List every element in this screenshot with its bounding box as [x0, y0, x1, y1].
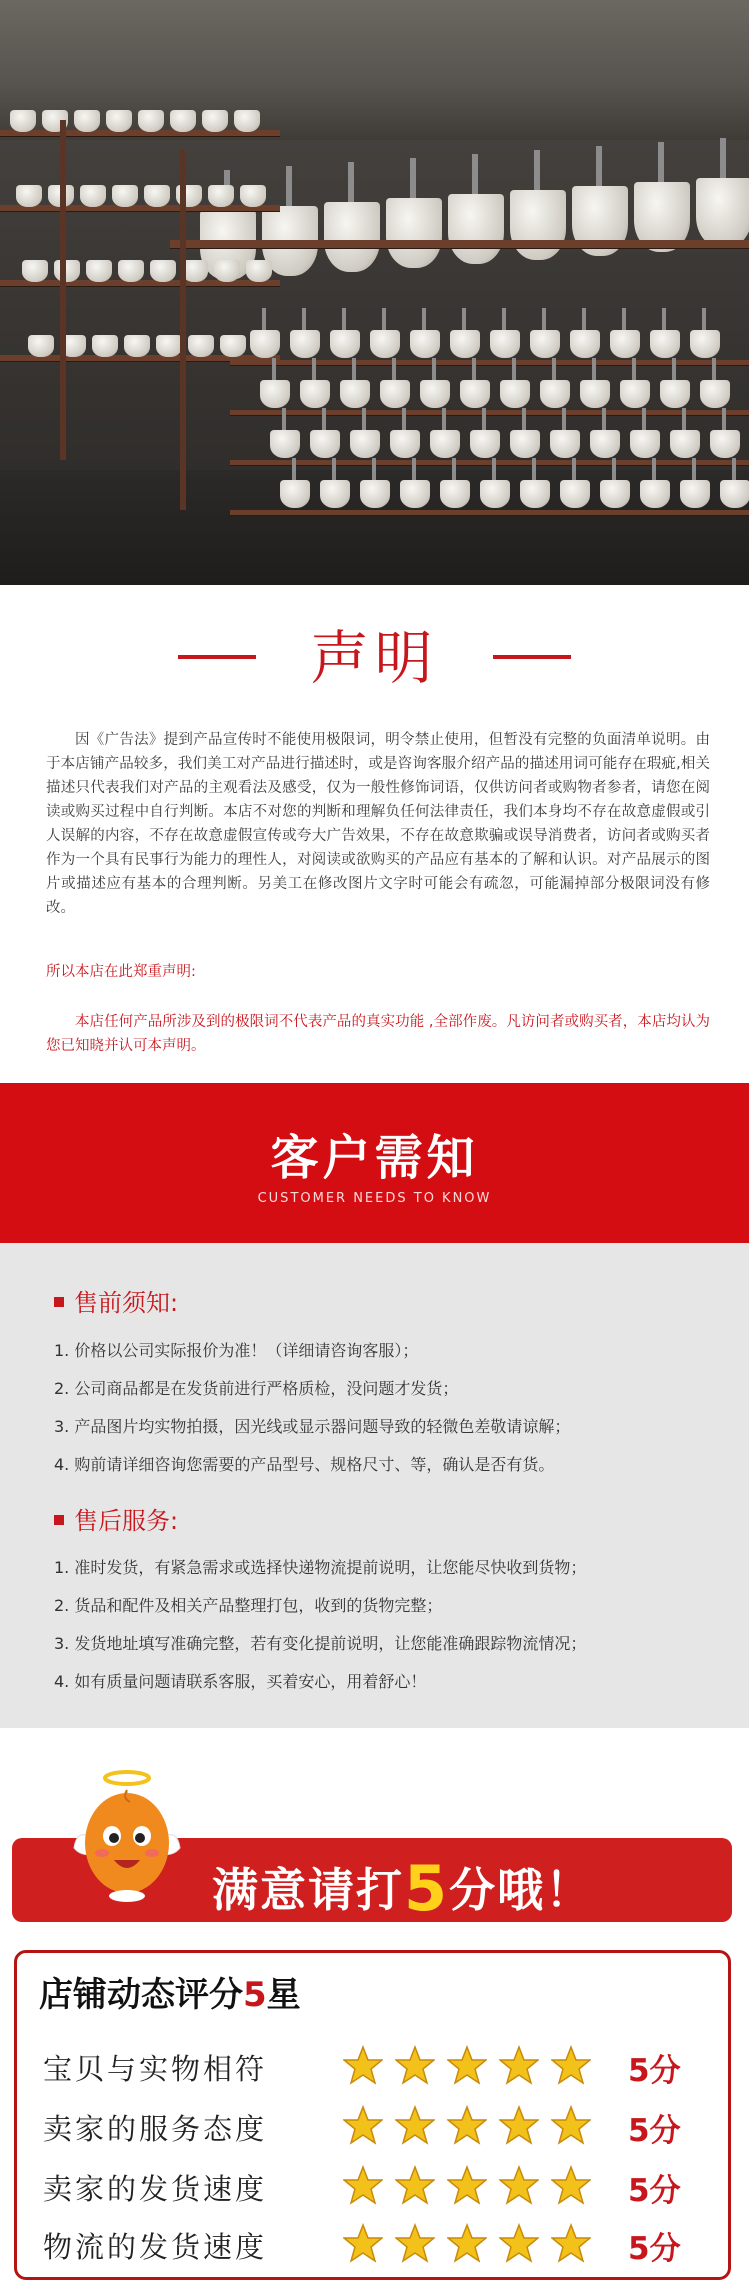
insulator-shape [124, 335, 150, 357]
rack-shape [472, 358, 476, 380]
insulator-shape [16, 185, 42, 207]
star-icon [343, 2223, 383, 2263]
rack-shape [672, 358, 676, 380]
card-title-pre: 店铺动态评分 [39, 1975, 243, 2015]
rack-shape [342, 308, 346, 330]
ribbon-text-pre: 满意请打 [212, 1863, 404, 1917]
insulator-shape [86, 260, 112, 282]
heading-line-right [493, 655, 571, 659]
rack-shape [452, 458, 456, 480]
insulator-shape [590, 430, 620, 458]
insulator-shape [670, 430, 700, 458]
insulator-shape [10, 110, 36, 132]
aftersale-item: 3. 发货地址填写准确完整，若有变化提前说明，让您能准确跟踪物流情况； [54, 1634, 587, 1653]
factory-photo [0, 0, 749, 585]
rating-score: 5分 [628, 2113, 681, 2149]
insulator-shape [640, 480, 670, 508]
rack-shape [732, 458, 736, 480]
insulator-shape [80, 185, 106, 207]
insulator-shape [400, 480, 430, 508]
insulator-shape [310, 430, 340, 458]
bullet-square-icon [54, 1515, 64, 1525]
rack-shape [432, 358, 436, 380]
insulator-shape [720, 480, 749, 508]
rack-shape [282, 408, 286, 430]
rack-shape [622, 308, 626, 330]
insulator-shape [710, 430, 740, 458]
declaration-heading [0, 618, 749, 698]
insulator-shape [470, 430, 500, 458]
rack-shape [352, 358, 356, 380]
star-icon [551, 2165, 591, 2205]
insulator-shape [690, 330, 720, 358]
star-group [343, 2045, 603, 2085]
rack-shape [522, 408, 526, 430]
insulator-shape [696, 178, 749, 248]
card-title-post: 星 [266, 1975, 301, 2015]
insulator-shape [410, 330, 440, 358]
rating-label: 物流的发货速度 [43, 2230, 268, 2264]
declaration-statement: 本店任何产品所涉及到的极限词不代表产品的真实功能 ,全部作废。凡访问者或购买者，本店均认为您已知晓并认可本声明。 [46, 1014, 710, 1054]
star-icon [343, 2105, 383, 2145]
star-icon [395, 2045, 435, 2085]
star-group [343, 2223, 603, 2263]
card-title-num: 5 [243, 1975, 267, 2015]
insulator-shape [530, 330, 560, 358]
rack-shape [292, 458, 296, 480]
rack-shape [532, 458, 536, 480]
rack-shape [702, 308, 706, 330]
declaration-solemn: 所以本店在此郑重声明: [46, 964, 196, 980]
insulator-shape [440, 480, 470, 508]
star-icon [447, 2105, 487, 2145]
rack-shape [534, 150, 540, 190]
rack-shape [658, 142, 664, 182]
insulator-shape [380, 380, 410, 408]
star-icon [551, 2105, 591, 2145]
rack-shape [0, 130, 280, 136]
star-group [343, 2105, 603, 2145]
insulator-shape [220, 335, 246, 357]
insulator-shape [350, 430, 380, 458]
rack-shape [652, 458, 656, 480]
rating-label: 宝贝与实物相符 [43, 2052, 268, 2086]
insulator-shape [300, 380, 330, 408]
star-icon [395, 2223, 435, 2263]
mascot-icon [72, 1768, 182, 1918]
rack-shape [502, 308, 506, 330]
insulator-shape [430, 430, 460, 458]
insulator-shape [340, 380, 370, 408]
insulator-shape [234, 110, 260, 132]
insulator-shape [214, 260, 240, 282]
rack-shape [442, 408, 446, 430]
star-icon [395, 2105, 435, 2145]
insulator-shape [28, 335, 54, 357]
insulator-shape [118, 260, 144, 282]
rack-shape [602, 408, 606, 430]
insulator-shape [560, 480, 590, 508]
insulator-shape [650, 330, 680, 358]
insulator-shape [320, 480, 350, 508]
rack-shape [230, 460, 749, 465]
rack-shape [392, 358, 396, 380]
star-icon [447, 2223, 487, 2263]
star-icon [447, 2045, 487, 2085]
presale-item: 3. 产品图片均实物拍摄，因光线或显示器问题导致的轻微色差敬请谅解； [54, 1417, 571, 1436]
insulator-shape [490, 330, 520, 358]
notice-panel [0, 1243, 749, 1728]
rack-shape [272, 358, 276, 380]
rating-score: 5分 [628, 2173, 681, 2209]
rating-row [43, 2041, 703, 2089]
banner-title: 客户需知 [270, 1130, 479, 1186]
rack-shape [412, 458, 416, 480]
insulator-shape [22, 260, 48, 282]
declaration-paragraph: 因《广告法》提到产品宣传时不能使用极限词，明令禁止使用，但暂没有完整的负面清单说明。由于本店铺产品较多，我们美工对产品进行描述时，或是咨询客服介绍产品的描述用词可能存在瑕疵,相关描述只代表我们对产品的主观看法及感受，仅为一般性修饰词语，仅供访问者或购物者参者，请您在阅读或购买过程中自行判断。本店不对您的判断和理解负任何法律责任，我们本身均不存在故意虚假或引人误解的内容，不存在故意虚假宣传或夸大广告效果，不存在故意欺骗或误导消费者，访问者或购买者作为一个具有民事行为能力的理性人，对阅读或欲购买的产品应有基本的了解和认识。对产品展示的图片或描述应有基本的合理判断。另美工在修改图片文字时可能会有疏忽，可能漏掉部分极限词没有修改。 [46, 732, 710, 916]
star-icon [551, 2223, 591, 2263]
rating-label: 卖家的服务态度 [43, 2112, 268, 2146]
rack-shape [632, 358, 636, 380]
rack-shape [662, 308, 666, 330]
insulator-shape [208, 185, 234, 207]
star-icon [551, 2045, 591, 2085]
presale-heading-text: 售前须知: [74, 1289, 179, 1317]
rack-shape [382, 308, 386, 330]
insulator-shape [510, 430, 540, 458]
rack-shape [572, 458, 576, 480]
presale-item: 2. 公司商品都是在发货前进行严格质检，没问题才发货； [54, 1379, 459, 1398]
rack-shape [230, 510, 749, 515]
insulator-shape [138, 110, 164, 132]
insulator-shape [170, 110, 196, 132]
insulator-shape [570, 330, 600, 358]
rack-shape [512, 358, 516, 380]
rack-shape [692, 458, 696, 480]
insulator-shape [480, 480, 510, 508]
rack-shape [0, 280, 280, 286]
rating-row [43, 2161, 703, 2209]
rack-shape [642, 408, 646, 430]
star-icon [499, 2165, 539, 2205]
rack-shape [462, 308, 466, 330]
insulator-shape [660, 380, 690, 408]
insulator-shape [250, 330, 280, 358]
insulator-shape [386, 198, 442, 268]
rack-shape [712, 358, 716, 380]
rating-row [43, 2219, 703, 2267]
rack-shape [302, 308, 306, 330]
insulator-shape [270, 430, 300, 458]
insulator-shape [144, 185, 170, 207]
star-icon [343, 2165, 383, 2205]
ribbon-text [212, 1848, 594, 1925]
insulator-shape [460, 380, 490, 408]
insulator-shape [240, 185, 266, 207]
rack-shape [402, 408, 406, 430]
insulator-shape [540, 380, 570, 408]
insulator-shape [370, 330, 400, 358]
rack-shape [372, 458, 376, 480]
rack-shape [60, 120, 66, 460]
aftersale-heading-text: 售后服务: [74, 1507, 179, 1535]
rack-shape [286, 166, 292, 206]
star-icon [499, 2223, 539, 2263]
rack-shape [0, 205, 280, 211]
insulator-shape [330, 330, 360, 358]
banner-subtitle: CUSTOMER NEEDS TO KNOW [257, 1191, 492, 1206]
aftersale-item: 2. 货品和配件及相关产品整理打包，收到的货物完整； [54, 1596, 443, 1615]
rack-shape [322, 408, 326, 430]
insulator-shape [390, 430, 420, 458]
rating-score: 5分 [628, 2053, 681, 2089]
star-icon [499, 2045, 539, 2085]
insulator-shape [156, 335, 182, 357]
aftersale-item: 1. 准时发货，有紧急需求或选择快递物流提前说明，让您能尽快收到货物； [54, 1558, 587, 1577]
star-icon [499, 2105, 539, 2145]
star-group [343, 2165, 603, 2205]
insulator-shape [290, 330, 320, 358]
insulator-shape [150, 260, 176, 282]
insulator-shape [112, 185, 138, 207]
insulator-shape [550, 430, 580, 458]
star-icon [395, 2165, 435, 2205]
presale-item: 1. 价格以公司实际报价为准！（详细请咨询客服）； [54, 1341, 419, 1360]
card-title [39, 1967, 301, 2016]
insulator-shape [510, 190, 566, 260]
insulator-shape [202, 110, 228, 132]
rating-row [43, 2101, 703, 2149]
insulator-shape [450, 330, 480, 358]
insulator-shape [106, 110, 132, 132]
rack-shape [492, 458, 496, 480]
ribbon-text-post: 分哦！ [449, 1863, 594, 1917]
insulator-shape [700, 380, 730, 408]
rack-shape [562, 408, 566, 430]
insulator-shape [92, 335, 118, 357]
declaration-title: 声明 [310, 624, 439, 692]
rack-shape [422, 308, 426, 330]
insulator-shape [448, 194, 504, 264]
presale-item: 4. 购前请详细咨询您需要的产品型号、规格尺寸、等，确认是否有货。 [54, 1455, 555, 1474]
insulator-shape [500, 380, 530, 408]
rack-shape [180, 150, 186, 510]
insulator-shape [620, 380, 650, 408]
rack-shape [332, 458, 336, 480]
aftersale-item: 4. 如有质量问题请联系客服，买着安心，用着舒心！ [54, 1672, 427, 1691]
rating-label: 卖家的发货速度 [43, 2172, 268, 2206]
insulator-shape [420, 380, 450, 408]
insulator-shape [360, 480, 390, 508]
rack-shape [720, 138, 726, 178]
insulator-shape [610, 330, 640, 358]
rating-score: 5分 [628, 2231, 681, 2267]
shop-rating-card [14, 1950, 731, 2280]
rack-shape [262, 308, 266, 330]
insulator-shape [246, 260, 272, 282]
insulator-shape [260, 380, 290, 408]
insulator-shape [280, 480, 310, 508]
insulator-shape [680, 480, 710, 508]
star-icon [447, 2165, 487, 2205]
rack-shape [312, 358, 316, 380]
rack-shape [596, 146, 602, 186]
insulator-shape [324, 202, 380, 272]
rack-shape [682, 408, 686, 430]
rack-shape [482, 408, 486, 430]
presale-heading [54, 1283, 178, 1318]
rack-shape [362, 408, 366, 430]
insulator-shape [74, 110, 100, 132]
rack-shape [722, 408, 726, 430]
insulator-shape [188, 335, 214, 357]
insulator-shape [580, 380, 610, 408]
customer-needs-banner [0, 1083, 749, 1243]
rack-shape [230, 410, 749, 415]
bullet-square-icon [54, 1297, 64, 1307]
rack-shape [170, 240, 749, 248]
star-icon [343, 2045, 383, 2085]
ribbon-five: 5 [404, 1852, 450, 1925]
rack-shape [552, 358, 556, 380]
aftersale-heading [54, 1501, 178, 1536]
insulator-shape [520, 480, 550, 508]
rack-shape [542, 308, 546, 330]
rack-shape [472, 154, 478, 194]
rack-shape [592, 358, 596, 380]
rack-shape [612, 458, 616, 480]
insulator-shape [600, 480, 630, 508]
insulator-shape [630, 430, 660, 458]
rack-shape [582, 308, 586, 330]
insulator-shape [54, 260, 80, 282]
rack-shape [410, 158, 416, 198]
rack-shape [348, 162, 354, 202]
